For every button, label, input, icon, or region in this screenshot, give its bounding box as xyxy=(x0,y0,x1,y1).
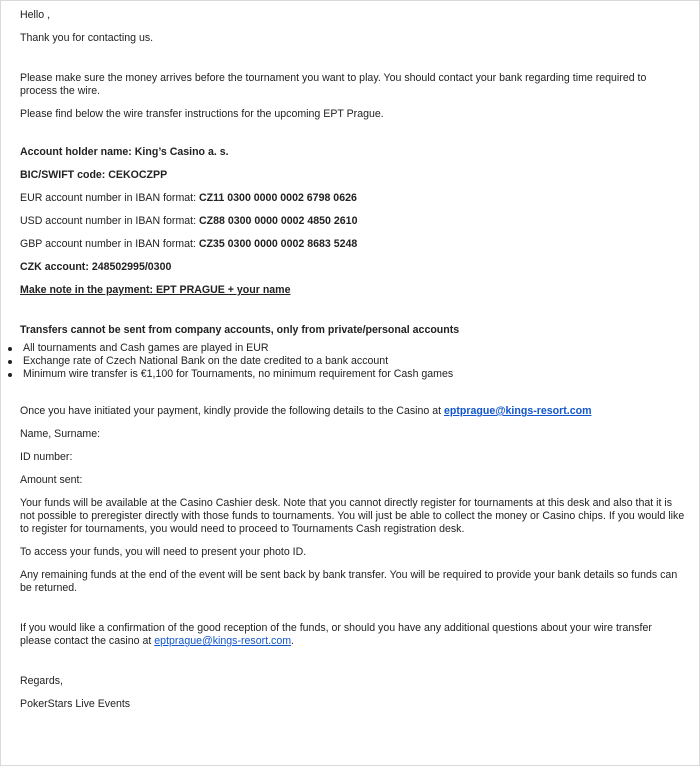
confirmation-email-link[interactable]: eptprague@kings-resort.com xyxy=(154,635,292,647)
iban-usd xyxy=(20,215,686,228)
conditions-list xyxy=(6,342,686,381)
signature: PokerStars Live Events xyxy=(20,698,131,710)
remaining-funds: Any remaining funds at the end of the event will be sent back by bank transfer. You will be required to provide your bank details so funds can be returned. xyxy=(20,569,678,594)
cashier-info: Your funds will be available at the Casino Cashier desk. Note that you cannot directly register for tournaments at this desk and also that it is not possible to preregister directly with those funds to tournaments. You will just be able to collect the money or Casino chips. If you would like to register for tournaments, you would need to proceed to Tournaments Cash registration desk. xyxy=(20,497,685,535)
instructions-intro: Please find below the wire transfer instructions for the upcoming EPT Prague. xyxy=(20,108,384,120)
bic-code: BIC/SWIFT code: CEKOCZPP xyxy=(20,169,168,181)
account-holder: Account holder name: King’s Casino a. s. xyxy=(20,146,229,158)
bullet-icon xyxy=(8,347,12,351)
iban-gbp-value: CZ35 0300 0000 0002 8683 5248 xyxy=(198,238,358,250)
contact-email-link[interactable]: eptprague@kings-resort.com xyxy=(444,405,592,417)
czk-label: CZK account: xyxy=(20,261,92,273)
details-intro: Once you have initiated your payment, kindly provide the following details to the Casino at eptprague@kings-resort.com xyxy=(20,405,592,417)
iban-eur xyxy=(20,192,686,205)
iban-usd-label: USD account number in IBAN format: xyxy=(20,215,199,227)
greeting: Hello , xyxy=(20,9,51,21)
czk-value: 248502995/0300 xyxy=(91,261,172,273)
czk-account xyxy=(20,261,686,274)
email-body xyxy=(20,9,686,711)
regards: Regards, xyxy=(20,675,63,687)
intro-paragraph: Please make sure the money arrives before the tournament you want to play. You should contact your bank regarding time required to process the wire. xyxy=(20,72,647,97)
iban-gbp-label: GBP account number in IBAN format: xyxy=(20,238,199,250)
field-id: ID number: xyxy=(20,451,73,463)
field-name: Name, Surname: xyxy=(20,428,101,440)
confirmation-paragraph: If you would like a confirmation of the good reception of the funds, or should you have any additional questions about your wire transfer please contact the casino at eptprague@kings-resort.com. xyxy=(20,622,652,647)
iban-usd-value: CZ88 0300 0000 0002 4850 2610 xyxy=(199,215,358,227)
bullet-icon xyxy=(8,360,12,364)
field-amount: Amount sent: xyxy=(20,474,83,486)
list-item: Minimum wire transfer is €1,100 for Tournaments, no minimum requirement for Cash games xyxy=(6,368,686,381)
iban-eur-label: EUR account number in IBAN format: xyxy=(20,192,199,204)
list-item: Exchange rate of Czech National Bank on the date credited to a bank account xyxy=(6,355,686,368)
payment-note: Make note in the payment: EPT PRAGUE + your name xyxy=(20,284,291,296)
iban-gbp xyxy=(20,238,686,251)
list-item: All tournaments and Cash games are played in EUR xyxy=(6,342,686,355)
thanks-line: Thank you for contacting us. xyxy=(20,32,154,44)
transfers-warning: Transfers cannot be sent from company accounts, only from private/personal accounts xyxy=(20,324,460,336)
bullet-icon xyxy=(8,373,12,377)
iban-eur-value: CZ11 0300 0000 0002 6798 0626 xyxy=(199,192,357,204)
photo-id-note: To access your funds, you will need to present your photo ID. xyxy=(20,546,307,558)
